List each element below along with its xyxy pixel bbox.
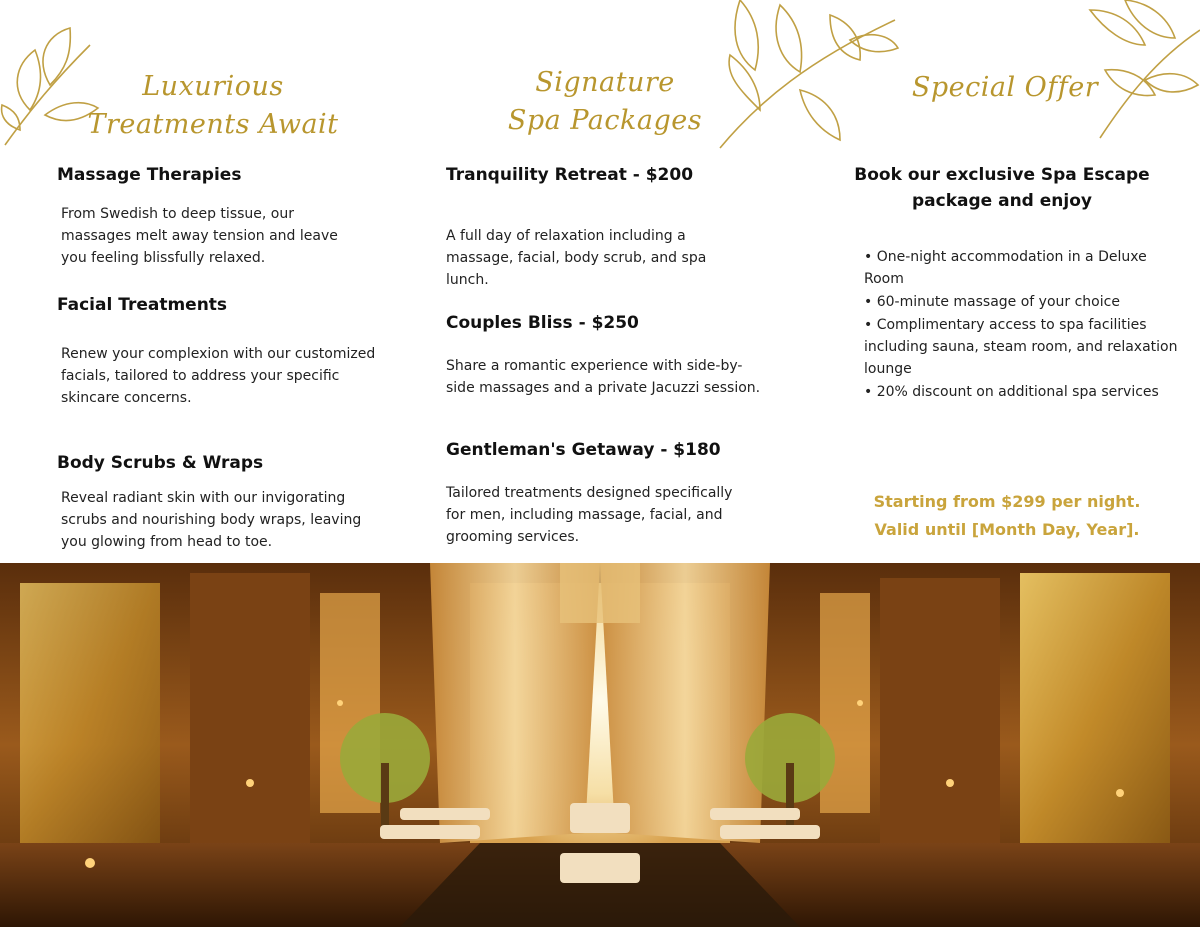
offer-bullet: • 60-minute massage of your choice [864, 294, 1120, 310]
package-description: Share a romantic experience with side-by-side massages and a private Jacuzzi session. [446, 358, 761, 396]
package-heading: Tranquility Retreat - $200 [446, 165, 694, 185]
column-title-packages: Signature Spa Packages [507, 67, 703, 136]
treatment-heading: Massage Therapies [57, 165, 242, 185]
offer-bullet: • 20% discount on additional spa services [864, 384, 1159, 400]
offer-price: Starting from $299 per night. [873, 492, 1141, 511]
treatment-description: Reveal radiant skin with our invigorating scrubs and nourishing body wraps, leaving you glowing from head to toe. [61, 490, 362, 550]
spa-interior-illustration-icon [0, 563, 1200, 927]
offer-valid-date: Valid until [Month Day, Year]. [874, 520, 1140, 539]
spa-interior-photo [0, 563, 1200, 927]
offer-bullet: • One-night accommodation in a Deluxe Room [864, 249, 1147, 287]
offer-bullet-list [864, 246, 1180, 404]
leaf-ornament-icon [700, 0, 900, 150]
column-title-treatments: Luxurious Treatments Await [87, 71, 339, 140]
column-title-special-offer: Special Offer [911, 72, 1099, 103]
treatment-description: Renew your complexion with our customized facials, tailored to address your specific skincare concerns. [61, 346, 376, 406]
treatment-heading: Body Scrubs & Wraps [57, 453, 264, 473]
treatment-description: From Swedish to deep tissue, our massages melt away tension and leave you feeling blissfully relaxed. [61, 206, 338, 266]
treatment-heading: Facial Treatments [57, 295, 228, 315]
offer-price-validity [848, 488, 1166, 544]
offer-intro: Book our exclusive Spa Escape package and enjoy [854, 165, 1150, 211]
offer-bullet: • Complimentary access to spa facilities including sauna, steam room, and relaxation lounge [864, 317, 1178, 377]
package-heading: Gentleman's Getaway - $180 [446, 440, 721, 460]
package-description: Tailored treatments designed specifically for men, including massage, facial, and grooming services. [446, 485, 733, 545]
package-description: A full day of relaxation including a massage, facial, body scrub, and spa lunch. [446, 228, 707, 288]
package-heading: Couples Bliss - $250 [446, 313, 639, 333]
